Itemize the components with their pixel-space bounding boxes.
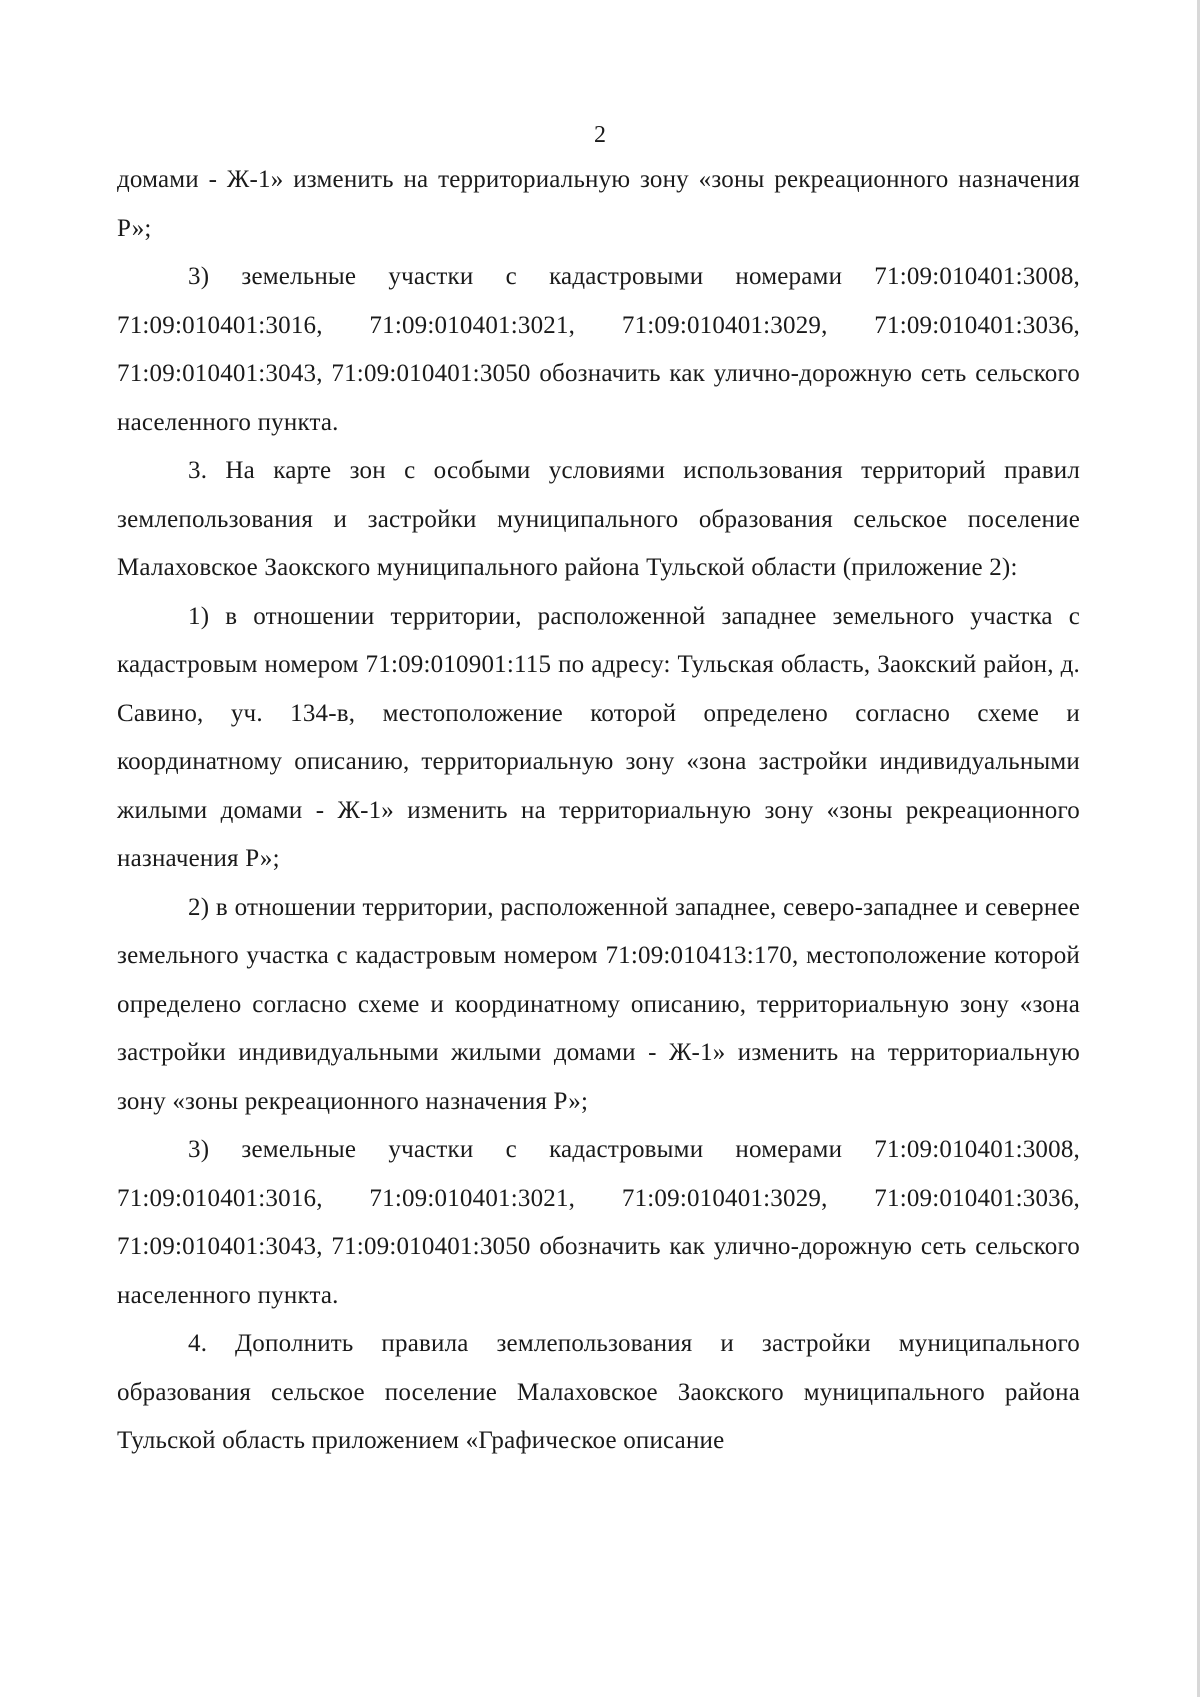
paragraph-item-2-territory-change: 2) в отношении территории, расположенной западнее, северо-западнее и севернее земельного участка с кадастровым номером 71:09:010413:170, местоположение которой определено согласно схеме и координатному описанию, территориальную зону «зона застройки индивидуальными жилыми домами - Ж-1» изменить на территориальную зону «зоны рекреационного назначения Р»;	[117, 893, 1080, 1115]
paragraph-section-4-supplement: 4. Дополнить правила землепользования и застройки муниципального образования сельское поселение Малаховское Заокского муниципального района Тульской область приложением «Графическое описание	[117, 1330, 1080, 1454]
document-body	[117, 156, 1080, 1466]
page-number: 2	[594, 122, 606, 148]
paragraph-item-1-savino: 1) в отношении территории, расположенной западнее земельного участка с кадастровым номером 71:09:010901:115 по адресу: Тульская область, Заокский район, д. Савино, уч. 134-в, местоположение которой определено согласно схеме и координатному описанию, территориальную зону «зона застройки индивидуальными жилыми домами - Ж-1» изменить на территориальную зону «зоны рекреационного назначения Р»;	[117, 602, 1080, 872]
paragraph-item-3-road-network: 3) земельные участки с кадастровыми номерами 71:09:010401:3008, 71:09:010401:3016, 71:09:010401:3021, 71:09:010401:3029, 71:09:010401:3036, 71:09:010401:3043, 71:09:010401:3050 обозначить как улично-дорожную сеть сельского населенного пункта.	[117, 263, 1080, 436]
paragraph-zone-change-continuation: домами - Ж-1» изменить на территориальную зону «зоны рекреационного назначения Р»;	[117, 166, 1080, 242]
paragraph-item-3-road-network-repeat: 3) земельные участки с кадастровыми номерами 71:09:010401:3008, 71:09:010401:3016, 71:09:010401:3021, 71:09:010401:3029, 71:09:010401:3036, 71:09:010401:3043, 71:09:010401:3050 обозначить как улично-дорожную сеть сельского населенного пункта.	[117, 1136, 1080, 1309]
paragraph-section-3-special-zones-map: 3. На карте зон с особыми условиями использования территорий правил землепользования и застройки муниципального образования сельское поселение Малаховское Заокского муниципального района Тульской области (приложение 2):	[117, 457, 1080, 581]
